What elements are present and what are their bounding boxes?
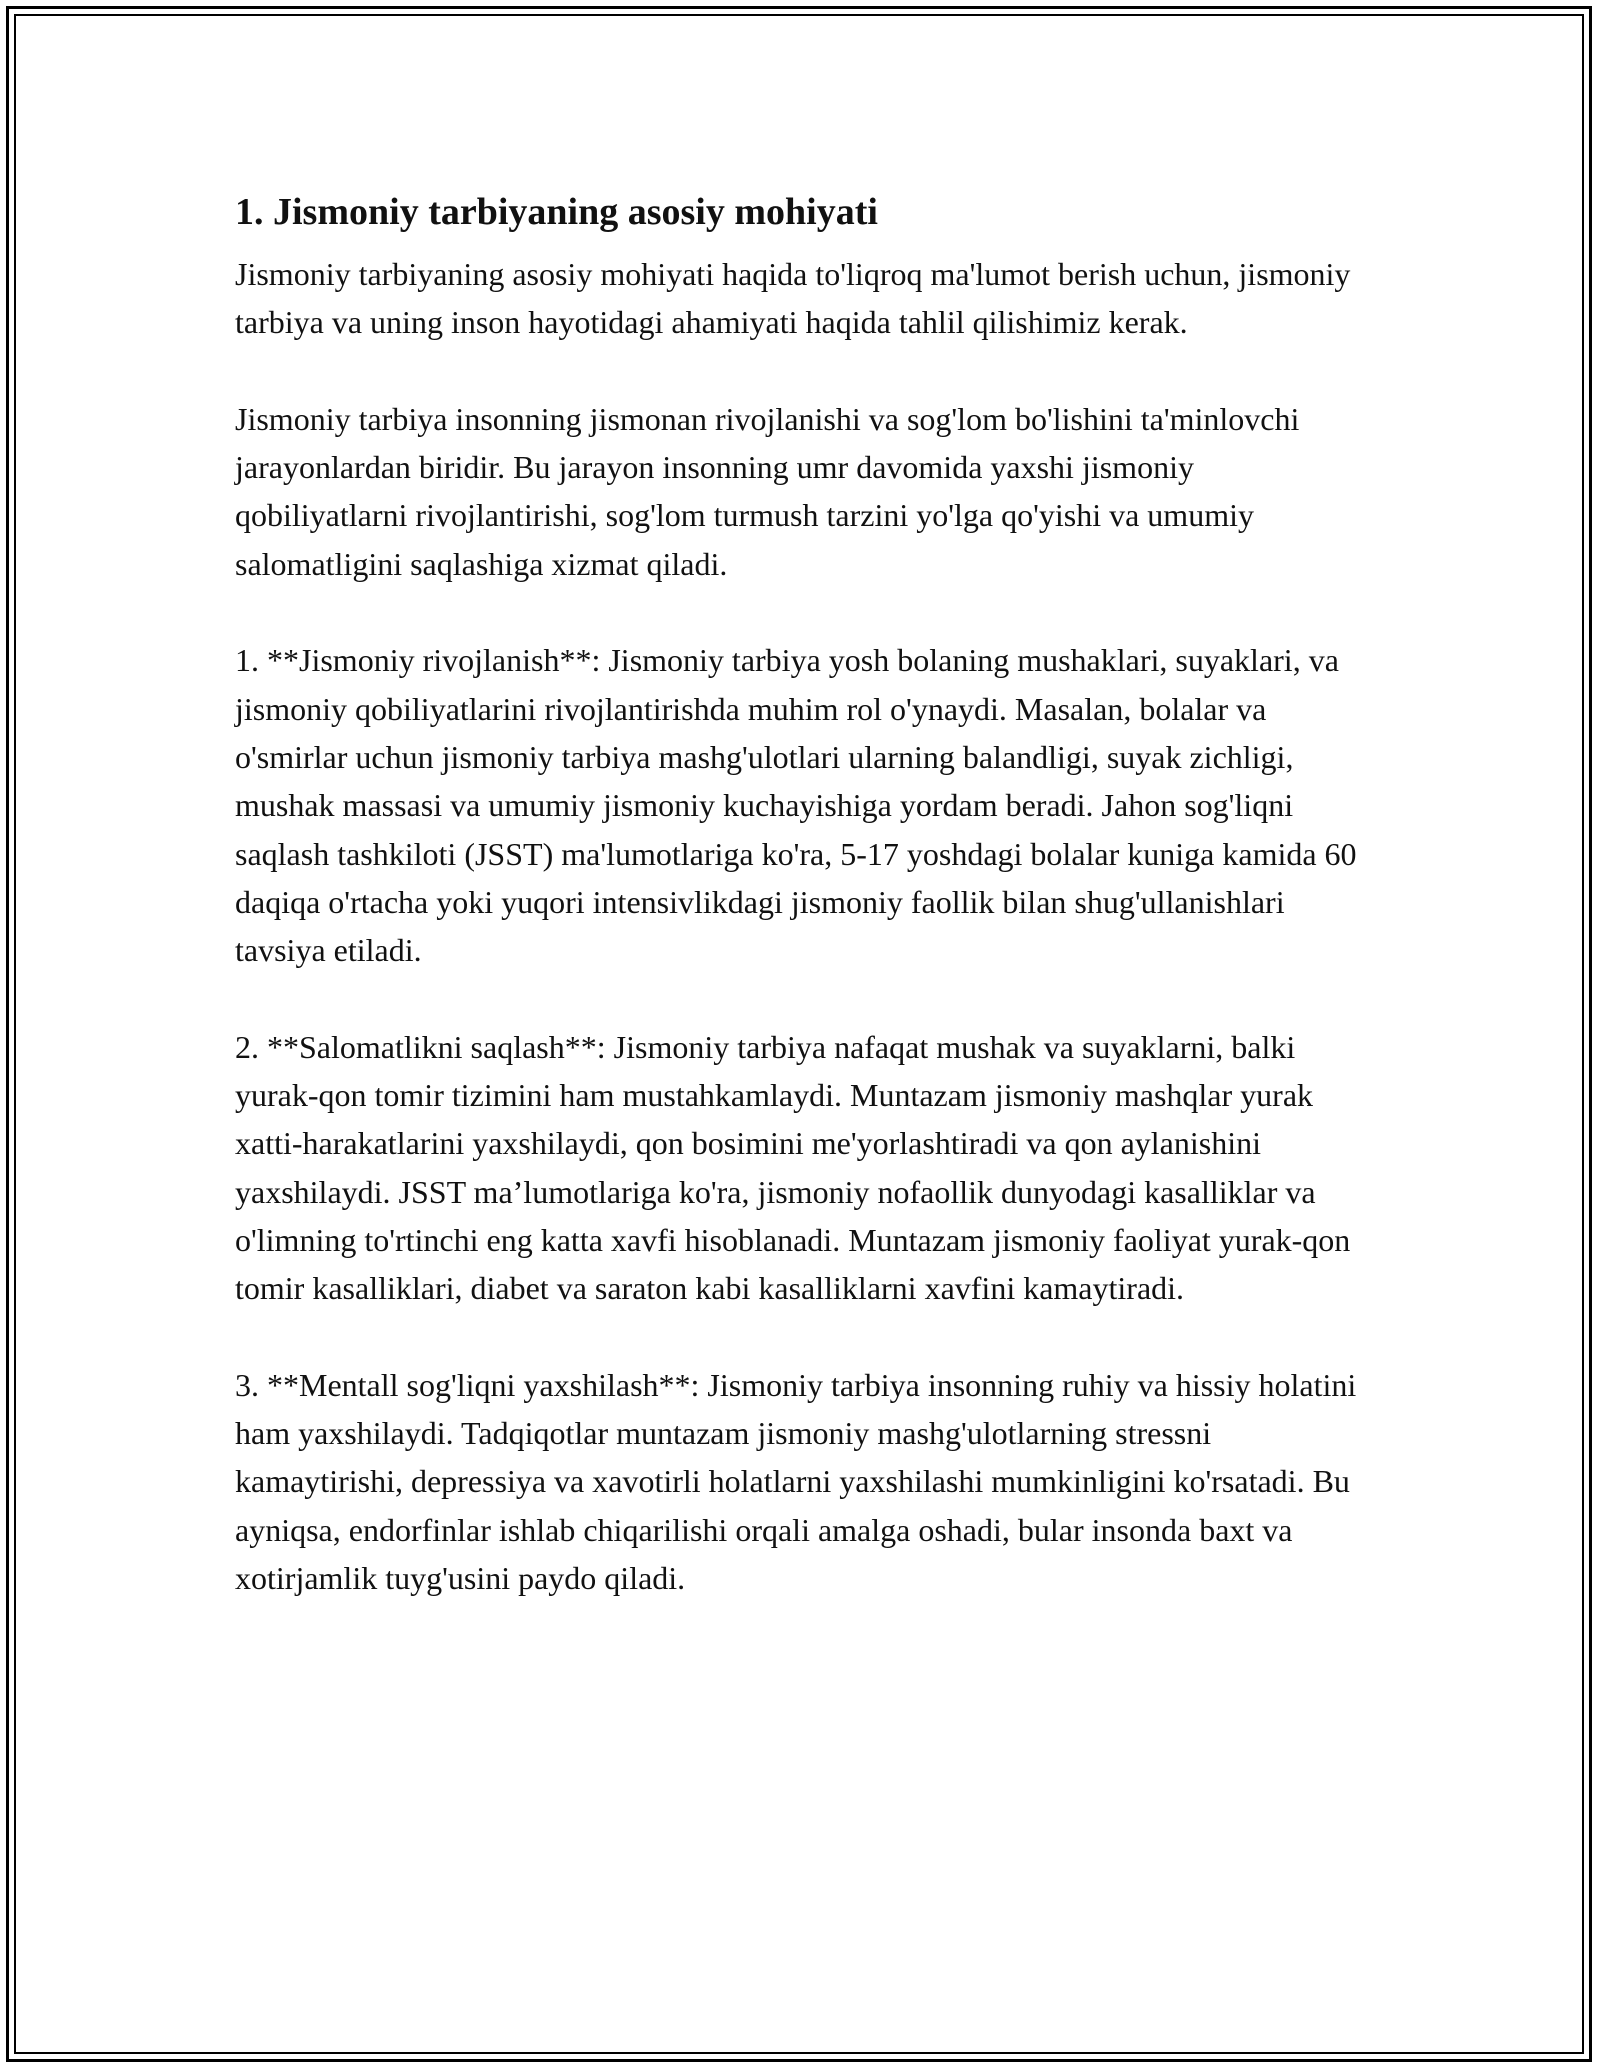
- document-body: [235, 188, 1365, 1651]
- paragraph-mental-health: 3. **Mentall sog'liqni yaxshilash**: Jismoniy tarbiya insonning ruhiy va hissiy holatini ham yaxshilaydi. Tadqiqotlar muntazam jismoniy mashg'ulotlarning stressni kamaytirishi, depressiya va xavotirli holatlarni yaxshilashi mumkinligini ko'rsatadi. Bu ayniqsa, endorfinlar ishlab chiqarilishi orqali amalga oshadi, bular insonda baxt va xotirjamlik tuyg'usini paydo qiladi.: [235, 1366, 1357, 1597]
- paragraph-definition: Jismoniy tarbiya insonning jismonan rivojlanishi va sog'lom bo'lishini ta'minlovchi jarayonlardan biridir. Bu jarayon insonning umr davomida yaxshi jismoniy qobiliyatlarni rivojlantirishi, sog'lom turmush tarzini yo'lga qo'yishi va umumiy salomatligini saqlashiga xizmat qiladi.: [235, 400, 1300, 582]
- paragraph-intro: Jismoniy tarbiyaning asosiy mohiyati haqida to'liqroq ma'lumot berish uchun, jismoniy tarbiya va uning inson hayotidagi ahamiyati haqida tahlil qilishimiz kerak.: [235, 256, 1351, 341]
- document-title: 1. Jismoniy tarbiyaning asosiy mohiyati: [235, 191, 878, 233]
- paragraph-health-maintenance: 2. **Salomatlikni saqlash**: Jismoniy tarbiya nafaqat mushak va suyaklarni, balki yurak-qon tomir tizimini ham mustahkamlaydi. Muntazam jismoniy mashqlar yurak xatti-harakatlarini yaxshilaydi, qon bosimini me'yorlashtiradi va qon aylanishini yaxshilaydi. JSST ma’lumotlariga ko'ra, jismoniy nofaollik dunyodagi kasalliklar va o'limning to'rtinchi eng katta xavfi hisoblanadi. Muntazam jismoniy faoliyat yurak-qon tomir kasalliklari, diabet va saraton kabi kasalliklarni xavfini kamaytiradi.: [235, 1028, 1351, 1307]
- paragraph-physical-development: 1. **Jismoniy rivojlanish**: Jismoniy tarbiya yosh bolaning mushaklari, suyaklari, va jismoniy qobiliyatlarini rivojlantirishda muhim rol o'ynaydi. Masalan, bolalar va o'smirlar uchun jismoniy tarbiya mashg'ulotlari ularning balandligi, suyak zichligi, mushak massasi va umumiy jismoniy kuchayishiga yordam beradi. Jahon sog'liqni saqlash tashkiloti (JSST) ma'lumotlariga ko'ra, 5-17 yoshdagi bolalar kuniga kamida 60 daqiqa o'rtacha yoki yuqori intensivlikdagi jismoniy faollik bilan shug'ullanishlari tavsiya etiladi.: [235, 642, 1357, 969]
